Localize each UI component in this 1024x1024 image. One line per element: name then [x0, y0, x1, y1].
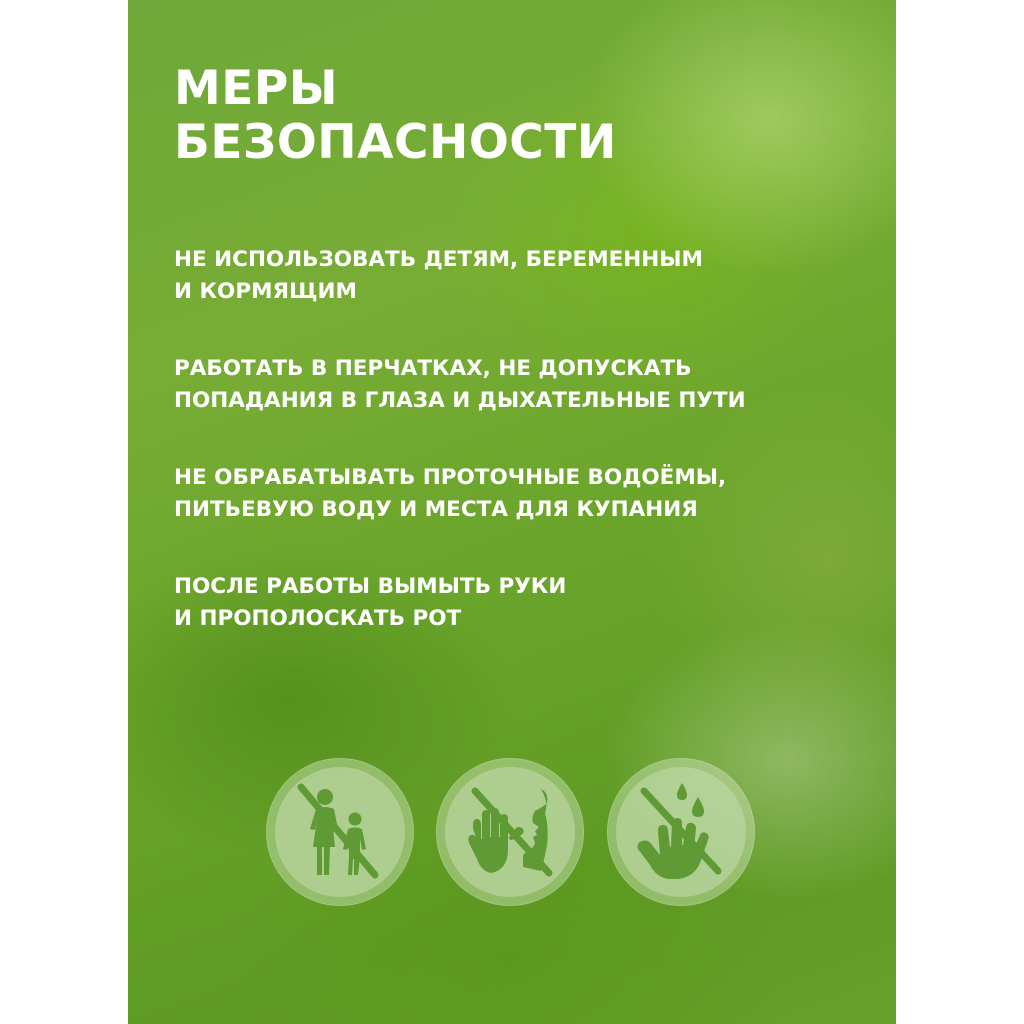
wash-hands-icon [607, 758, 755, 906]
rule-item [174, 353, 874, 417]
rule-text-line: ПИТЬЕВУЮ ВОДУ И МЕСТА ДЛЯ КУПАНИЯ [174, 497, 698, 522]
no-children-pregnant-icon [266, 758, 414, 906]
rule-item [174, 462, 874, 526]
wash-hands-icon-graphic [616, 767, 746, 897]
rule-text-line: ПОСЛЕ РАБОТЫ ВЫМЫТЬ РУКИ [174, 574, 567, 599]
rule-text-line: РАБОТАТЬ В ПЕРЧАТКАХ, НЕ ДОПУСКАТЬ [174, 356, 692, 381]
safety-card [128, 0, 896, 1024]
rule-text-line: ПОПАДАНИЯ В ГЛАЗА И ДЫХАТЕЛЬНЫЕ ПУТИ [174, 388, 746, 413]
title-line-1: МЕРЫ [174, 61, 339, 116]
rule-text-line: И ПРОПОЛОСКАТЬ РОТ [174, 606, 462, 631]
page-title [174, 62, 617, 170]
title-line-2: БЕЗОПАСНОСТИ [174, 115, 617, 170]
safety-rules-list [174, 244, 874, 680]
rule-item [174, 244, 874, 308]
safety-icons-row [266, 758, 776, 908]
rule-text-line: НЕ ИСПОЛЬЗОВАТЬ ДЕТЯМ, БЕРЕМЕННЫМ [174, 247, 703, 272]
glove-no-inhale-icon [436, 758, 584, 906]
rule-text-line: НЕ ОБРАБАТЫВАТЬ ПРОТОЧНЫЕ ВОДОЁМЫ, [174, 465, 727, 490]
rule-item [174, 571, 874, 635]
glove-no-inhale-icon-graphic [445, 767, 575, 897]
no-children-pregnant-icon-graphic [275, 767, 405, 897]
rule-text-line: И КОРМЯЩИМ [174, 279, 357, 304]
